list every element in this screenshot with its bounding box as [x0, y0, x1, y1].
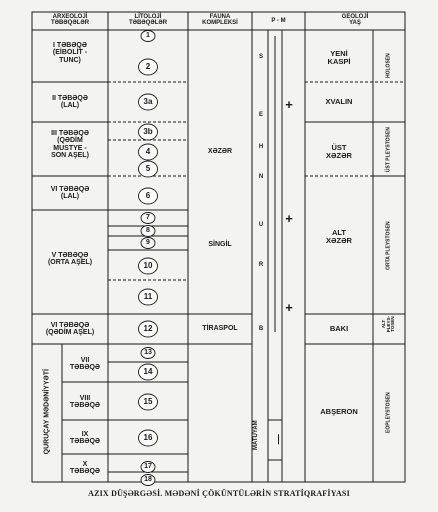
header-pm: P - M [271, 18, 286, 24]
geo-age-abseron: ABŞERON [320, 407, 358, 416]
arch-layer-6: VI TƏBƏQƏ (QƏDİM AŞEL) [45, 322, 95, 337]
lith-layer-number: 12 [143, 323, 153, 333]
arch-layer-5: V TƏBƏQƏ (ORTA AŞEL) [47, 252, 93, 267]
matuyama-label: MATUYAM [252, 420, 259, 450]
arch-layer-4: VI TƏBƏQƏ (LAL) [50, 186, 90, 201]
brunhes-letter: N [258, 174, 264, 180]
era-upper-pleistocene: ÜST PLEYSTOSEN [385, 127, 392, 173]
qc-layer-7: VII TƏBƏQƏ [69, 357, 101, 372]
positive-polarity-sign: + [285, 97, 293, 112]
brunhes-letter: E [258, 112, 263, 118]
geo-age-alt-xezer: ALT XƏZƏR [326, 228, 352, 245]
lith-layer-number: 2 [145, 61, 151, 71]
arch-layer-1: I TƏBƏQƏ (EİBOLİT - TUNC) [52, 42, 88, 64]
fauna-xezer: XƏZƏR [207, 148, 233, 155]
lith-layer-number: 17 [144, 462, 152, 470]
header-lith-layers: LİTOLOJİ TƏBƏQƏLƏR [128, 14, 168, 27]
era-lower-pleistocene: ALT PLEYS- TOSEN [380, 315, 396, 333]
qc-layer-8: VIII TƏBƏQƏ [69, 395, 101, 410]
lith-layer-number: 14 [143, 366, 153, 376]
lith-layer-number: 18 [144, 475, 152, 483]
header-fauna: FAUNA KOMPLEKSİ [202, 14, 238, 27]
lith-layer-number: 7 [146, 213, 150, 221]
lith-layer-number: 13 [144, 348, 152, 356]
header-geo-age: GEOLOJİ YAŞ [341, 14, 369, 27]
geo-age-baki: BAKI [329, 324, 349, 333]
qc-layer-9: IX TƏBƏQƏ [69, 431, 101, 446]
lith-layer-number: 5 [145, 163, 151, 173]
lith-layer-number: 4 [145, 146, 151, 156]
lith-layer-number: 11 [143, 291, 153, 301]
lith-layer-number: 3b [143, 126, 153, 136]
lith-layer-number: 6 [145, 190, 151, 200]
lith-layer-number: 3a [143, 96, 153, 106]
brunhes-letter: U [258, 222, 264, 228]
era-eopleistocene: EOPLEYSTOSEN [385, 392, 392, 434]
brunhes-letter: H [258, 144, 264, 150]
lith-layer-number: 9 [146, 238, 150, 246]
lith-layer-number: 1 [146, 31, 150, 39]
figure-caption: AZIX DÜŞƏRGƏSİ. MƏDƏNİ ÇÖKÜNTÜLƏRİN STRATİQRAFİYASI [88, 489, 350, 498]
brunhes-letter: R [258, 262, 264, 268]
era-middle-pleistocene: ORTA PLEYSTOSEN [385, 221, 392, 270]
arch-layer-3: III TƏBƏQƏ (QƏDİM MUSTYE - SON AŞEL) [51, 130, 89, 160]
lith-layer-number: 8 [146, 226, 150, 234]
fauna-singil: SİNGİL [208, 241, 232, 248]
quruchay-culture-label: QURUÇAY MƏDƏNİYYƏTİ [43, 369, 51, 455]
lith-layer-number: 15 [143, 396, 153, 406]
lith-layer-number: 16 [143, 432, 153, 442]
arch-layer-2: II TƏBƏQƏ (LAL) [52, 95, 88, 110]
geo-age-yeni-kaspi: YENİ KASPİ [327, 49, 351, 66]
negative-polarity-sign: — [272, 434, 284, 445]
brunhes-letter: S [258, 54, 263, 60]
header-arch-layers: ARXEOLOJİ TƏBƏQƏLƏR [50, 14, 90, 27]
brunhes-letter: B [258, 326, 264, 332]
geo-age-xvalin: XVALIN [325, 97, 353, 106]
qc-layer-10: X TƏBƏQƏ [69, 461, 101, 476]
era-holocene: HOLOSEN [385, 53, 392, 78]
geo-age-ust-xezer: ÜST XƏZƏR [326, 143, 352, 160]
lith-layer-number: 10 [143, 260, 153, 270]
positive-polarity-sign: + [285, 211, 293, 226]
fauna-tiraspol: TİRASPOL [202, 325, 238, 332]
positive-polarity-sign: + [285, 300, 293, 315]
